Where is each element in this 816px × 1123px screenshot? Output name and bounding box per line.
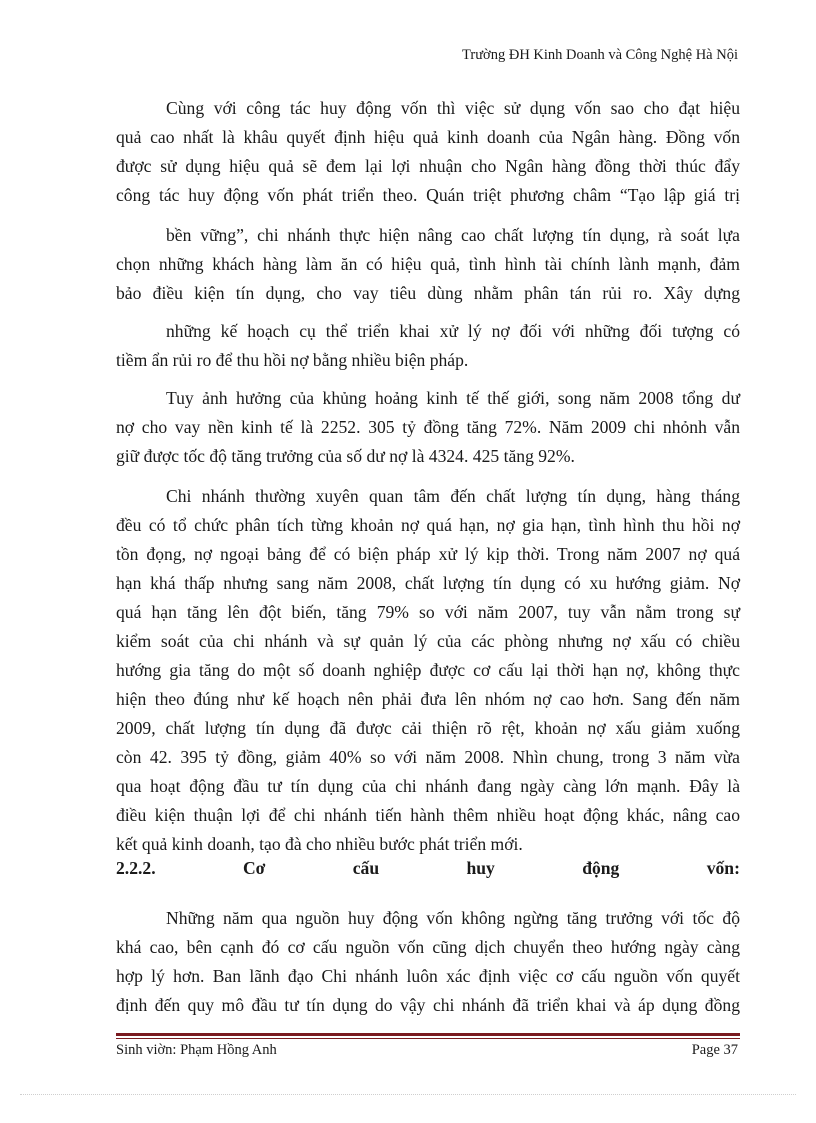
text-line: tồn đọng, nợ ngoại bảng để có biện pháp xử lý kịp thời. Trong năm 2007 nợ quá — [116, 544, 740, 564]
text-line: khá cao, bên cạnh đó cơ cấu nguồn vốn cũng dịch chuyển theo hướng ngày càng — [116, 937, 740, 957]
page-bottom-divider — [20, 1094, 796, 1095]
text-line: điều kiện thuận lợi để chi nhánh tiến hành thêm nhiều hoạt động khác, nâng cao — [116, 805, 740, 825]
heading-word: cấu — [352, 858, 380, 878]
paragraph-1 — [116, 94, 740, 210]
footer-rule-thin — [116, 1038, 740, 1039]
text-line: chọn những khách hàng làm ăn có hiệu quả, tình hình tài chính lành mạnh, đảm — [116, 254, 740, 274]
paragraph-3 — [116, 317, 740, 375]
text-line: kết quả kinh doanh, tạo đà cho nhiều bước phát triển mới. — [116, 834, 523, 854]
text-line: nợ cho vay nền kinh tế là 2252. 305 tỷ đồng tăng 72%. Năm 2009 chi nhỏnh vẫn — [116, 417, 740, 437]
heading-word: vốn: — [706, 858, 740, 878]
text-line: Tuy ảnh hưởng của khủng hoảng kinh tế thế giới, song năm 2008 tổng dư — [166, 388, 740, 408]
text-line: quá hạn tăng lên đột biến, tăng 79% so với năm 2007, tuy vẫn nằm trong sự — [116, 602, 740, 622]
text-line: qua hoạt động đầu tư tín dụng của chi nhánh đang ngày càng lớn mạnh. Đây là — [116, 776, 740, 796]
heading-word: động — [582, 858, 620, 878]
text-line: kiểm soát của chi nhánh và sự quản lý của các phòng nhưng nợ xấu có chiều — [116, 631, 740, 651]
text-line: công tác huy động vốn phát triển theo. Quán triệt phương châm “Tạo lập giá trị — [116, 185, 740, 205]
heading-word: Cơ — [242, 858, 266, 878]
text-line: bảo điều kiện tín dụng, cho vay tiêu dùng nhằm phân tán rủi ro. Xây dựng — [116, 283, 740, 303]
text-line: đều có tổ chức phân tích từng khoản nợ quá hạn, nợ gia hạn, tình hình thu hồi nợ — [116, 515, 740, 535]
text-line: tiềm ẩn rủi ro để thu hồi nợ bằng nhiều biện pháp. — [116, 350, 469, 370]
text-line: được sử dụng hiệu quả sẽ đem lại lợi nhuận cho Ngân hàng đồng thời thúc đẩy — [116, 156, 740, 176]
text-line: còn 42. 395 tỷ đồng, giảm 40% so với năm 2008. Nhìn chung, trong 3 năm vừa — [116, 747, 740, 767]
footer-student: Sinh viờn: Phạm Hồng Anh — [116, 1042, 277, 1058]
text-line: định đến quy mô đầu tư tín dụng do vậy chi nhánh đã triển khai và áp dụng đồng — [116, 995, 740, 1015]
paragraph-4 — [116, 384, 740, 471]
paragraph-6 — [116, 904, 740, 1020]
page-header: Trường ĐH Kinh Doanh và Công Nghệ Hà Nội — [462, 47, 738, 63]
heading-word: 2.2.2. — [116, 858, 156, 878]
section-heading — [116, 858, 740, 879]
text-line: hợp lý hơn. Ban lãnh đạo Chi nhánh luôn xác định việc cơ cấu nguồn vốn quyết — [116, 966, 740, 986]
text-line: Chi nhánh thường xuyên quan tâm đến chất lượng tín dụng, hàng tháng — [166, 486, 740, 506]
text-line: hướng gia tăng do một số doanh nghiệp được cơ cấu lại thời hạn nợ, không thực — [116, 660, 740, 680]
footer-rule — [116, 1033, 740, 1036]
text-line: bền vững”, chi nhánh thực hiện nâng cao chất lượng tín dụng, rà soát lựa — [166, 225, 740, 245]
text-line: giữ được tốc độ tăng trưởng của số dư nợ là 4324. 425 tăng 92%. — [116, 446, 575, 466]
paragraph-2 — [116, 221, 740, 308]
paragraph-5 — [116, 482, 740, 859]
text-line: Những năm qua nguồn huy động vốn không ngừng tăng trưởng với tốc độ — [166, 908, 740, 928]
heading-word: huy — [466, 858, 495, 878]
text-line: 2009, chất lượng tín dụng đã được cải thiện rõ rệt, khoản nợ xấu giảm xuống — [116, 718, 740, 738]
text-line: hiện theo đúng như kế hoạch nên phải đưa lên nhóm nợ cao hơn. Sang đến năm — [116, 689, 740, 709]
text-line: Cùng với công tác huy động vốn thì việc sử dụng vốn sao cho đạt hiệu — [166, 98, 740, 118]
text-line: những kế hoạch cụ thể triển khai xử lý nợ đối với những đối tượng có — [166, 321, 740, 341]
text-line: hạn khá thấp nhưng sang năm 2008, chất lượng tín dụng có xu hướng giảm. Nợ — [116, 573, 740, 593]
footer-page-number: Page 37 — [691, 1042, 738, 1058]
text-line: quả cao nhất là khâu quyết định hiệu quả kinh doanh của Ngân hàng. Đồng vốn — [116, 127, 740, 147]
